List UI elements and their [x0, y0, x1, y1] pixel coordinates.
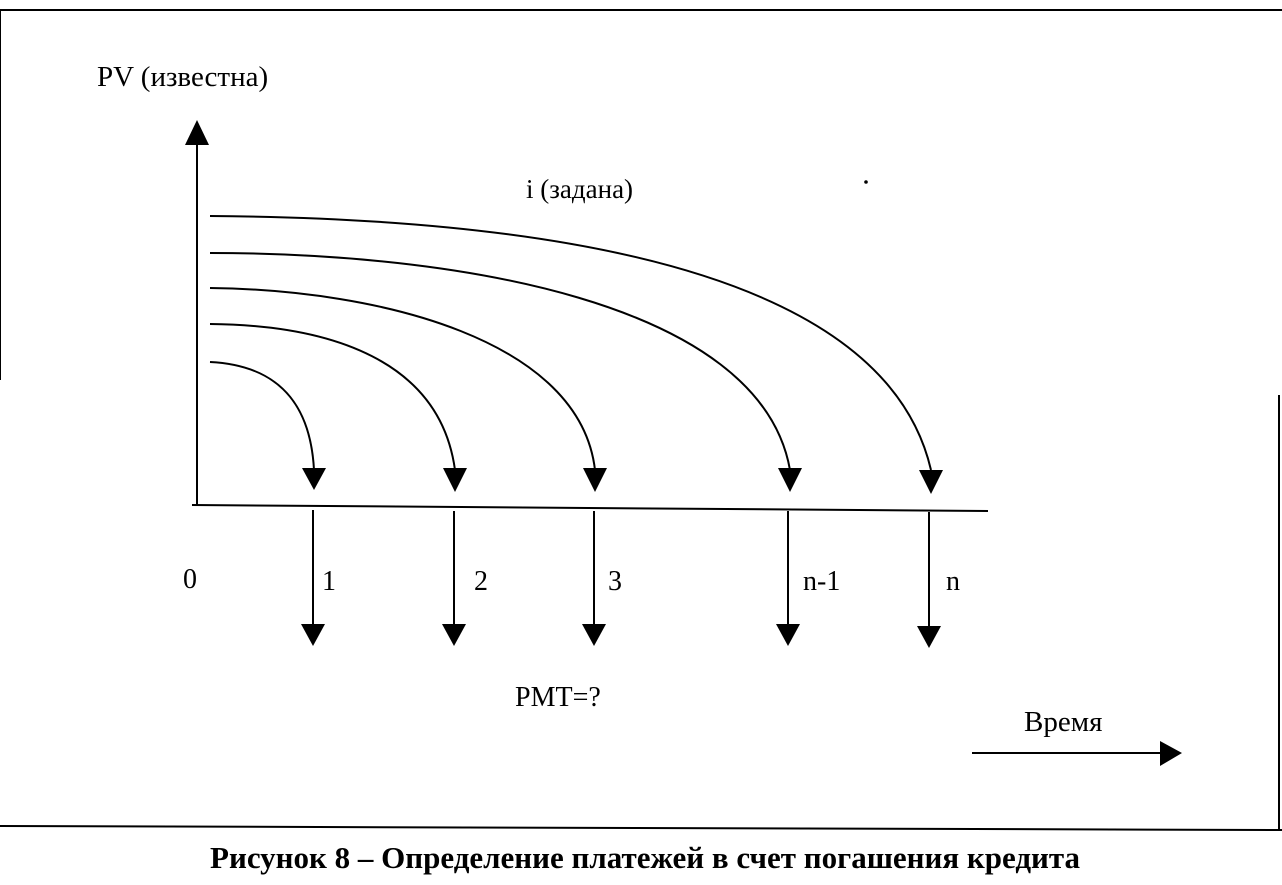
curve-period-n [210, 216, 931, 470]
period-label-2: 2 [474, 566, 488, 597]
curve-period-3 [210, 288, 595, 470]
arrowhead-2 [443, 468, 467, 492]
y-axis-arrowhead [185, 120, 209, 145]
time-label: Время [1024, 706, 1103, 738]
arrowhead-3 [583, 468, 607, 492]
curve-arrowheads [302, 468, 943, 494]
payment-arrow-n-1 [776, 511, 800, 646]
y-axis [185, 120, 209, 505]
period-label-3: 3 [608, 566, 622, 597]
payment-arrow-3 [582, 511, 606, 646]
speck-mark [864, 180, 868, 184]
payment-arrow-n [917, 512, 941, 648]
time-arrowhead [1160, 741, 1182, 766]
figure-caption: Рисунок 8 – Определение платежей в счет погашения кредита [210, 840, 1080, 875]
arrowhead-1 [302, 468, 326, 490]
curve-period-1 [210, 362, 314, 470]
time-direction [972, 706, 1182, 766]
period-label-n: n [946, 566, 960, 597]
curve-period-2 [210, 324, 455, 470]
period-label-n-1: n-1 [803, 566, 841, 597]
period-label-0: 0 [183, 564, 197, 595]
rate-label: i (задана) [526, 174, 634, 204]
pv-label: PV (известна) [97, 61, 269, 93]
arrowhead-n [919, 470, 943, 494]
payment-arrow-2 [442, 511, 466, 646]
period-label-1: 1 [322, 566, 336, 597]
pmt-label: PMT=? [515, 682, 601, 713]
curve-period-n-1 [210, 253, 790, 470]
period-labels [183, 564, 960, 597]
time-axis [192, 505, 988, 511]
arrowhead-n-1 [778, 468, 802, 492]
discount-curves [210, 216, 931, 470]
